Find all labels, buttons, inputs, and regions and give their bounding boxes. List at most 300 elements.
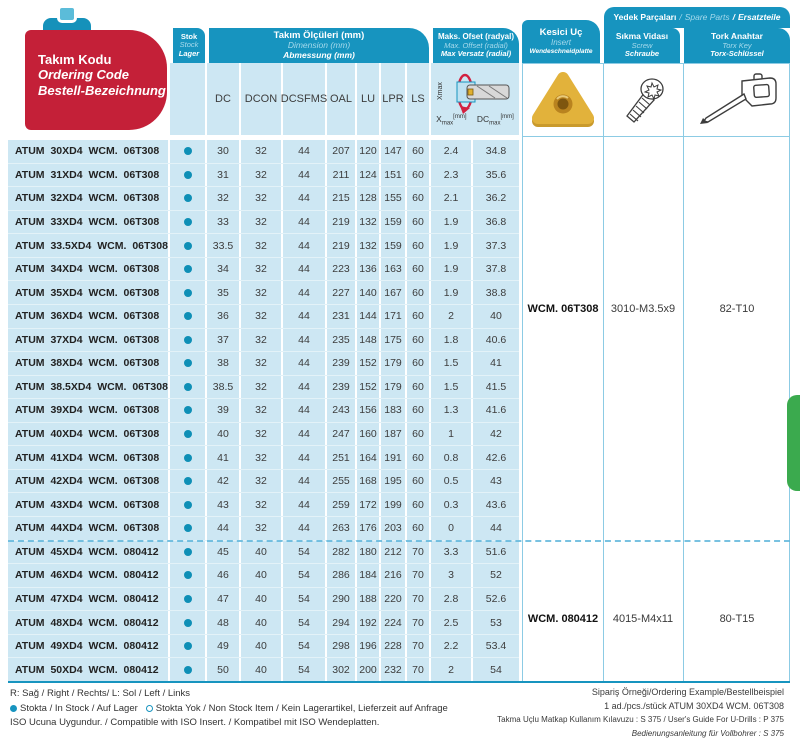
in-stock-dot: [184, 619, 192, 627]
group1-screw-code: 3010-M3.5x9: [610, 303, 676, 315]
dcmax-column-label: $DC_{max}[mm]$: [476, 114, 514, 127]
cell-ls: 60: [407, 517, 431, 540]
spare-divider-2: [683, 64, 684, 682]
stock-cell: [170, 635, 207, 658]
cell-dc: 33: [207, 211, 241, 234]
in-stock-dot: [184, 501, 192, 509]
stock-column-header: [173, 28, 205, 63]
cell-xmax: 2.1: [431, 187, 473, 210]
in-stock-dot: [184, 218, 192, 226]
cell-xmax: 1.9: [431, 258, 473, 281]
cell-dcon: 40: [241, 658, 283, 681]
cell-dc: 41: [207, 446, 241, 469]
stock-cell: [170, 140, 207, 163]
table-row: [8, 399, 519, 423]
dimensions-group-header: [209, 28, 429, 63]
in-stock-dot: [184, 406, 192, 414]
table-body: [8, 140, 519, 681]
cell-dcsfms: 44: [283, 399, 327, 422]
group1-torx-code: 82-T10: [719, 303, 755, 315]
col-label-lpr: LPR: [381, 63, 407, 135]
dimensions-header-tr: Takım Ölçüleri (mm): [273, 29, 365, 41]
stock-cell: [170, 493, 207, 516]
table-row: [8, 635, 519, 659]
table-row: [8, 541, 519, 565]
cell-dcmax: 43.6: [485, 498, 507, 511]
cell-oal: 294: [327, 611, 357, 634]
cell-lu: 148: [357, 329, 381, 352]
screw-image: [603, 64, 683, 136]
guide-line-1: Takma Uçlu Matkap Kullanım Kılavuzu : S 375 / User's Guide For U-Drills : P 375: [497, 715, 784, 724]
cell-lpr: 147: [381, 140, 407, 163]
cell-lu: 128: [357, 187, 381, 210]
dimensions-header-de: Abmessung (mm): [283, 49, 355, 60]
tool-code: ATUM 30XD4 WCM. 06T308: [8, 140, 170, 163]
cell-xmax: 1.3: [431, 399, 473, 422]
cell-dcsfms: 44: [283, 423, 327, 446]
max-offset-tr: Maks. Ofset (radyal): [437, 31, 515, 41]
cell-lu: 176: [357, 517, 381, 540]
in-stock-dot: [184, 548, 192, 556]
cell-oal: 255: [327, 470, 357, 493]
col-label-dcsfms: DCSFMS: [283, 63, 327, 135]
cell-lpr: 183: [381, 399, 407, 422]
torx-header-tr: Tork Anahtar: [711, 31, 763, 42]
table-row: [8, 164, 519, 188]
cell-dc: 30: [207, 140, 241, 163]
cell-oal: 259: [327, 493, 357, 516]
cell-dcmax: 54: [490, 663, 502, 676]
cell-oal: 298: [327, 635, 357, 658]
cell-dcsfms: 54: [283, 588, 327, 611]
tool-code: ATUM 36XD4 WCM. 06T308: [8, 305, 170, 328]
cell-xmax: 1: [431, 423, 473, 446]
stock-cell: [170, 564, 207, 587]
tool-code: ATUM 37XD4 WCM. 06T308: [8, 329, 170, 352]
cell-lpr: 228: [381, 635, 407, 658]
cell-dcmax: 41.5: [485, 380, 507, 393]
cell-dcon: 32: [241, 517, 283, 540]
cell-oal: 286: [327, 564, 357, 587]
in-stock-dot: [184, 454, 192, 462]
cell-dcmax: 40.6: [485, 333, 507, 346]
cell-ls: 70: [407, 541, 431, 564]
insert-header-tr: Kesici Uç: [539, 27, 583, 39]
tool-code: ATUM 35XD4 WCM. 06T308: [8, 281, 170, 304]
cell-dcsfms: 44: [283, 517, 327, 540]
group2-screw-code: 4015-M4x11: [612, 613, 674, 625]
stock-subheader-cell: [170, 63, 207, 135]
clip-icon-tab: [57, 5, 77, 23]
ordering-code-en: Ordering Code: [38, 67, 130, 82]
cell-xmax: 3.3: [431, 541, 473, 564]
cell-lu: 124: [357, 164, 381, 187]
cell-ls: 70: [407, 611, 431, 634]
spare-parts-band: [604, 7, 790, 28]
group2-torx-code: 80-T15: [719, 613, 755, 625]
cell-dcmax: 51.6: [485, 545, 507, 558]
table-row: [8, 611, 519, 635]
cell-dcon: 32: [241, 493, 283, 516]
cell-dc: 42: [207, 470, 241, 493]
tool-code: ATUM 41XD4 WCM. 06T308: [8, 446, 170, 469]
table-row: [8, 281, 519, 305]
col-label-dc: DC: [207, 63, 241, 135]
table-row: [8, 140, 519, 164]
max-offset-en: Max. Offset (radial): [444, 40, 508, 50]
cell-ls: 70: [407, 658, 431, 681]
cell-dcon: 32: [241, 234, 283, 257]
cell-dcsfms: 44: [283, 305, 327, 328]
cell-lu: 188: [357, 588, 381, 611]
screw-column-header: [604, 28, 680, 63]
cell-ls: 60: [407, 399, 431, 422]
in-stock-dot: [184, 265, 192, 273]
table-row: [8, 352, 519, 376]
ordering-code-header: [25, 30, 167, 130]
cell-oal: 243: [327, 399, 357, 422]
cell-dc: 38: [207, 352, 241, 375]
cell-dcsfms: 54: [283, 564, 327, 587]
cell-dcsfms: 44: [283, 164, 327, 187]
stock-cell: [170, 611, 207, 634]
table-row: [8, 564, 519, 588]
stock-cell: [170, 164, 207, 187]
cell-dcsfms: 54: [283, 635, 327, 658]
torx-header-de: Torx-Schlüssel: [710, 49, 764, 59]
cell-dcon: 40: [241, 588, 283, 611]
torx-column-header: [684, 28, 790, 63]
tool-code: ATUM 39XD4 WCM. 06T308: [8, 399, 170, 422]
tool-code: ATUM 33XD4 WCM. 06T308: [8, 211, 170, 234]
tool-code: ATUM 48XD4 WCM. 080412: [8, 611, 170, 634]
cell-lpr: 151: [381, 164, 407, 187]
cell-ls: 60: [407, 329, 431, 352]
note-stock-filled: Stokta / In Stock / Auf Lager: [20, 702, 138, 714]
cell-dcon: 32: [241, 399, 283, 422]
cell-xmax: 0.3: [431, 493, 473, 516]
radial-offset-diagram: [435, 70, 515, 114]
note-right-left: R: Sağ / Right / Rechts/ L: Sol / Left / Links: [10, 688, 191, 699]
cell-dcon: 40: [241, 564, 283, 587]
spare-parts-sep2: /: [732, 11, 735, 22]
spare-header-divider: [523, 136, 789, 137]
cell-dcon: 32: [241, 305, 283, 328]
cell-dcmax: 41.6: [485, 404, 507, 417]
cell-lu: 172: [357, 493, 381, 516]
cell-ls: 60: [407, 281, 431, 304]
cell-dcon: 32: [241, 376, 283, 399]
offset-column-labels: [431, 114, 519, 127]
in-stock-dot: [184, 336, 192, 344]
cell-dcon: 32: [241, 281, 283, 304]
guide-line-2: Bedienungsanleitung für Vollbohrer : S 375: [631, 728, 784, 738]
stock-cell: [170, 446, 207, 469]
table-row: [8, 517, 519, 541]
cell-xmax: 1.5: [431, 376, 473, 399]
stock-cell: [170, 376, 207, 399]
table-row: [8, 329, 519, 353]
stock-cell: [170, 234, 207, 257]
tool-code: ATUM 46XD4 WCM. 080412: [8, 564, 170, 587]
cell-lu: 152: [357, 352, 381, 375]
cell-dcsfms: 44: [283, 376, 327, 399]
cell-dc: 32: [207, 187, 241, 210]
stock-cell: [170, 258, 207, 281]
cell-dcon: 32: [241, 211, 283, 234]
cell-dc: 38.5: [207, 376, 241, 399]
cell-dc: 50: [207, 658, 241, 681]
cell-ls: 60: [407, 211, 431, 234]
cell-xmax: 1.9: [431, 211, 473, 234]
cell-ls: 60: [407, 140, 431, 163]
cell-dcon: 40: [241, 611, 283, 634]
cell-dcmax: 38.8: [485, 286, 507, 299]
cell-dcmax: 40: [490, 310, 502, 323]
cell-dcsfms: 44: [283, 352, 327, 375]
cell-xmax: 0.8: [431, 446, 473, 469]
cell-dc: 36: [207, 305, 241, 328]
cell-dcmax: 52: [490, 569, 502, 582]
in-stock-dot: [184, 171, 192, 179]
cell-dc: 31: [207, 164, 241, 187]
cell-lu: 140: [357, 281, 381, 304]
cell-dcsfms: 54: [283, 611, 327, 634]
spare-parts-tr: Yedek Parçaları: [613, 11, 677, 22]
col-label-lu: LU: [357, 63, 381, 135]
insert-column-header: [522, 20, 600, 63]
cell-dcsfms: 44: [283, 211, 327, 234]
tool-code: ATUM 47XD4 WCM. 080412: [8, 588, 170, 611]
cell-dc: 34: [207, 258, 241, 281]
cell-lu: 132: [357, 234, 381, 257]
screw-header-de: Schraube: [624, 49, 660, 59]
cell-oal: 215: [327, 187, 357, 210]
table-row: [8, 234, 519, 258]
tool-code: ATUM 32XD4 WCM. 06T308: [8, 187, 170, 210]
cell-xmax: 1.9: [431, 234, 473, 257]
example-title: Sipariş Örneği/Ordering Example/Bestellbeispiel: [591, 687, 784, 697]
cell-dcmax: 43: [490, 475, 502, 488]
cell-dc: 40: [207, 423, 241, 446]
cell-lu: 192: [357, 611, 381, 634]
cell-ls: 60: [407, 470, 431, 493]
in-stock-dot: [184, 289, 192, 297]
tool-code: ATUM 45XD4 WCM. 080412: [8, 541, 170, 564]
cell-dcsfms: 44: [283, 329, 327, 352]
cell-lu: 180: [357, 541, 381, 564]
table-row: [8, 305, 519, 329]
cell-oal: 227: [327, 281, 357, 304]
cell-xmax: 2.3: [431, 164, 473, 187]
cell-xmax: 2.8: [431, 588, 473, 611]
cell-lu: 120: [357, 140, 381, 163]
cell-lpr: 175: [381, 329, 407, 352]
cell-lpr: 155: [381, 187, 407, 210]
cell-lpr: 159: [381, 211, 407, 234]
cell-ls: 60: [407, 187, 431, 210]
cell-dcmax: 34.8: [485, 145, 507, 158]
cell-dc: 35: [207, 281, 241, 304]
cell-dcon: 32: [241, 140, 283, 163]
cell-ls: 60: [407, 305, 431, 328]
cell-dc: 44: [207, 517, 241, 540]
ordering-code-de: Bestell-Bezeichnung: [38, 83, 166, 99]
cell-oal: 207: [327, 140, 357, 163]
cell-lu: 168: [357, 470, 381, 493]
note-stock-legend: [10, 702, 448, 717]
cell-dcmax: 42: [490, 428, 502, 441]
in-stock-dot: [184, 147, 192, 155]
stock-header-en: Stock: [179, 40, 199, 50]
in-stock-dot: [184, 359, 192, 367]
table-row: [8, 446, 519, 470]
cell-ls: 70: [407, 635, 431, 658]
cell-dcon: 40: [241, 635, 283, 658]
cell-lpr: 167: [381, 281, 407, 304]
cell-xmax: 0.5: [431, 470, 473, 493]
cell-lpr: 159: [381, 234, 407, 257]
cell-dcsfms: 44: [283, 258, 327, 281]
cell-dcsfms: 44: [283, 281, 327, 304]
spare-parts-en: Spare Parts: [684, 11, 730, 22]
cell-xmax: 2.2: [431, 635, 473, 658]
cell-dcsfms: 44: [283, 470, 327, 493]
spare-divider-1: [603, 64, 604, 682]
insert-header-en: Insert: [550, 37, 571, 47]
stock-cell: [170, 517, 207, 540]
cell-ls: 60: [407, 234, 431, 257]
cell-dc: 46: [207, 564, 241, 587]
cell-dcon: 32: [241, 187, 283, 210]
cell-ls: 70: [407, 564, 431, 587]
in-stock-dot: [184, 383, 192, 391]
cell-lpr: 224: [381, 611, 407, 634]
cell-dc: 39: [207, 399, 241, 422]
cell-dcon: 32: [241, 258, 283, 281]
table-row: [8, 211, 519, 235]
note-iso: ISO Ucuna Uygundur. / Compatible with ISO Insert. / Kompatibel mit ISO Wendeplatten.: [10, 717, 380, 728]
cell-dc: 33.5: [207, 234, 241, 257]
tool-code: ATUM 49XD4 WCM. 080412: [8, 635, 170, 658]
stock-cell: [170, 187, 207, 210]
non-stock-legend-dot: [146, 705, 153, 712]
cell-dc: 45: [207, 541, 241, 564]
cell-oal: 235: [327, 329, 357, 352]
cell-dcon: 32: [241, 329, 283, 352]
ordering-example: [497, 686, 784, 740]
cell-oal: 219: [327, 234, 357, 257]
cell-lu: 184: [357, 564, 381, 587]
tool-code: ATUM 38XD4 WCM. 06T308: [8, 352, 170, 375]
stock-cell: [170, 658, 207, 681]
table-row: [8, 588, 519, 612]
svg-text:Xmax: Xmax: [437, 82, 444, 101]
stock-header-de: Lager: [178, 48, 200, 58]
cell-dc: 43: [207, 493, 241, 516]
cell-oal: 219: [327, 211, 357, 234]
in-stock-dot: [184, 666, 192, 674]
xmax-column-label: $X_{max}[mm]$: [436, 114, 467, 127]
cell-dcmax: 53: [490, 616, 502, 629]
screw-header-en: Screw: [631, 40, 653, 50]
cell-dc: 37: [207, 329, 241, 352]
tool-code: ATUM 44XD4 WCM. 06T308: [8, 517, 170, 540]
cell-xmax: 1.8: [431, 329, 473, 352]
stock-cell: [170, 588, 207, 611]
cell-oal: 231: [327, 305, 357, 328]
insert-image: [523, 64, 603, 136]
cell-lpr: 163: [381, 258, 407, 281]
cell-dcon: 40: [241, 541, 283, 564]
cell-lu: 132: [357, 211, 381, 234]
cell-dcmax: 41: [490, 357, 502, 370]
in-stock-dot: [184, 477, 192, 485]
cell-dcsfms: 44: [283, 140, 327, 163]
torx-key-image: [683, 64, 791, 136]
cell-dcsfms: 44: [283, 446, 327, 469]
group-separator-dashed-line: [8, 540, 790, 542]
cell-xmax: 1.9: [431, 281, 473, 304]
stock-cell: [170, 281, 207, 304]
stock-cell: [170, 541, 207, 564]
stock-cell: [170, 211, 207, 234]
cell-xmax: 2.5: [431, 611, 473, 634]
table-row: [8, 470, 519, 494]
cell-oal: 211: [327, 164, 357, 187]
cell-dcmax: 42.6: [485, 451, 507, 464]
cell-oal: 251: [327, 446, 357, 469]
in-stock-dot: [184, 194, 192, 202]
cell-lpr: 199: [381, 493, 407, 516]
cell-lpr: 179: [381, 376, 407, 399]
dimensions-header-en: Dimension (mm): [287, 40, 351, 51]
cell-ls: 60: [407, 164, 431, 187]
col-label-oal: OAL: [327, 63, 357, 135]
cell-lpr: 195: [381, 470, 407, 493]
group2-insert-code: WCM. 080412: [527, 613, 599, 625]
tool-code: ATUM 31XD4 WCM. 06T308: [8, 164, 170, 187]
dimension-column-labels: [170, 63, 519, 135]
cell-lu: 164: [357, 446, 381, 469]
group1-insert-code: WCM. 06T308: [527, 303, 599, 315]
cell-lu: 156: [357, 399, 381, 422]
cell-dcmax: 36.2: [485, 192, 507, 205]
torx-header-en: Torx Key: [722, 40, 752, 50]
offset-subheader-cell: [431, 63, 519, 135]
cell-dc: 48: [207, 611, 241, 634]
max-offset-header: [433, 28, 519, 63]
spare-parts-area: [522, 63, 790, 682]
cell-dcmax: 44: [490, 522, 502, 535]
cell-ls: 60: [407, 493, 431, 516]
stock-cell: [170, 305, 207, 328]
screw-header-tr: Sıkma Vidası: [615, 31, 669, 42]
cell-dc: 49: [207, 635, 241, 658]
insert-header-de: Wendeschneidplatte: [529, 47, 593, 55]
cell-lpr: 212: [381, 541, 407, 564]
in-stock-legend-dot: [10, 705, 17, 712]
tool-code: ATUM 43XD4 WCM. 06T308: [8, 493, 170, 516]
spare-parts-de: Ersatzteile: [737, 11, 781, 22]
cell-dcon: 32: [241, 164, 283, 187]
cell-dcon: 32: [241, 446, 283, 469]
in-stock-dot: [184, 571, 192, 579]
cell-oal: 223: [327, 258, 357, 281]
cell-ls: 60: [407, 258, 431, 281]
cell-lpr: 187: [381, 423, 407, 446]
cell-dcmax: 52.6: [485, 592, 507, 605]
